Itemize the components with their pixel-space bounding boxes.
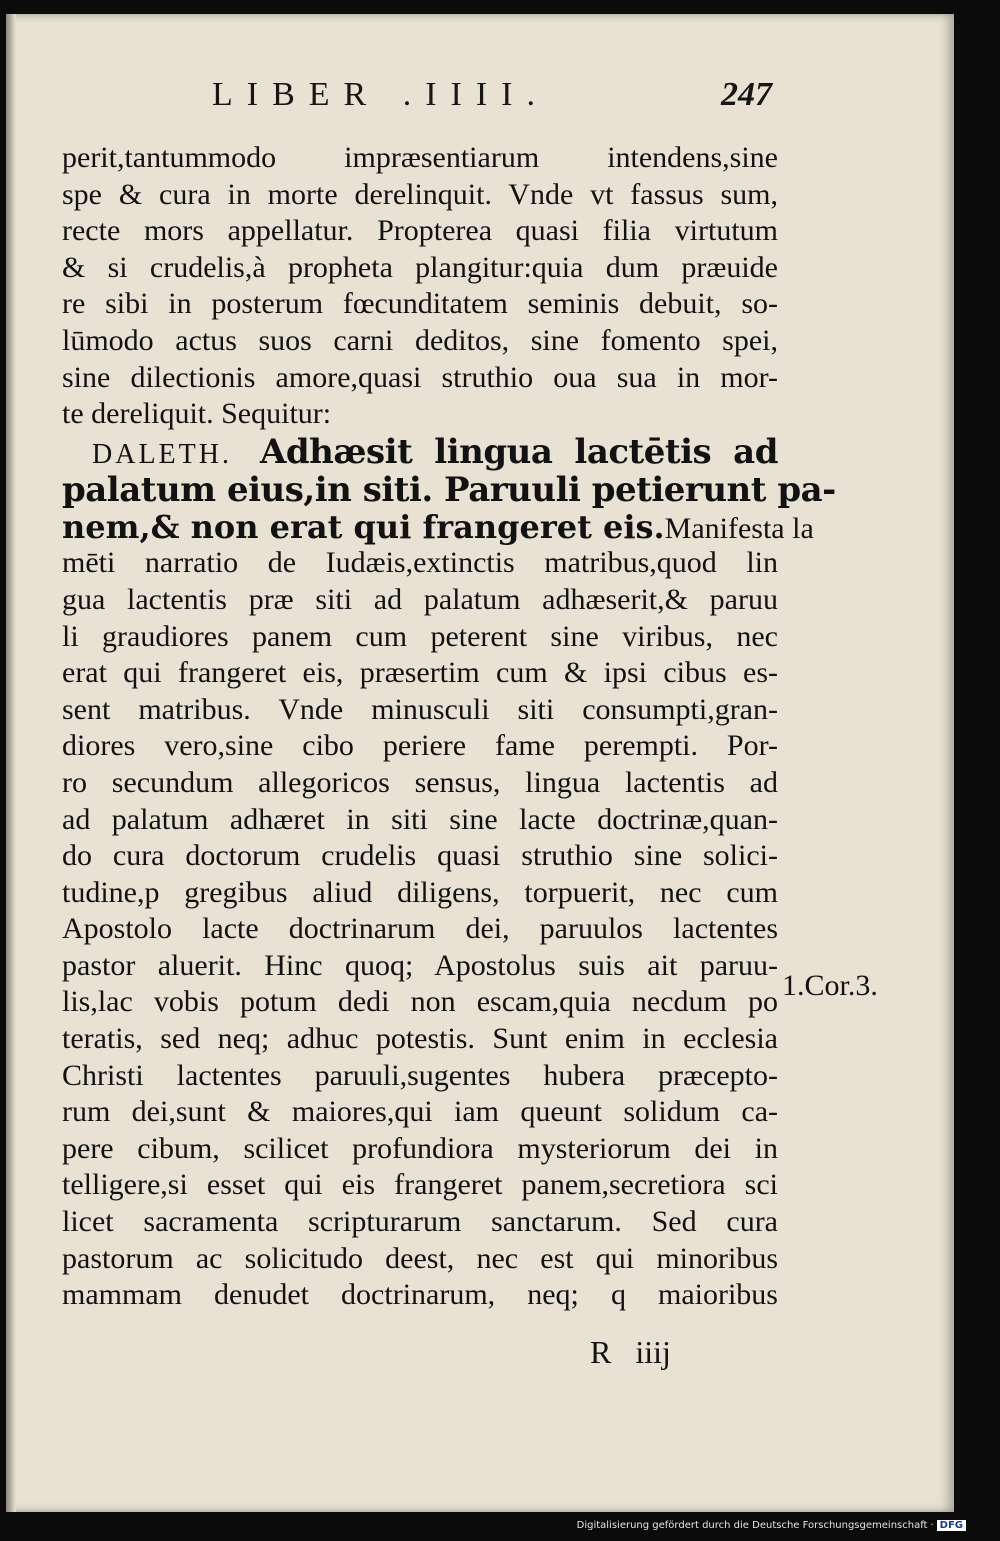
- text-line: teratis, sed neq; adhuc potestis. Sunt enim in ecclesia: [62, 1022, 778, 1056]
- footer-text: Digitalisierung gefördert durch die Deutsche Forschungsgemeinschaft: [576, 1520, 928, 1531]
- dfg-logo: DFG: [937, 1520, 966, 1531]
- commentary-text: Manifesta la: [664, 511, 814, 545]
- footer-credit: [577, 1520, 966, 1531]
- lemma-text: Adhæsit lingua lactētis ad: [259, 431, 778, 472]
- gutter-shadow: [6, 14, 16, 1512]
- text-line: erat qui frangeret eis, præsertim cum & ipsi cibus es-: [62, 656, 778, 690]
- footer-separator: ·: [930, 1520, 934, 1531]
- signature-mark: R iiij: [590, 1334, 671, 1370]
- text-block-after-heading: [62, 545, 778, 1313]
- running-head: [212, 76, 772, 126]
- text-line: mēti narratio de Iudæis,extinctis matribus,quod lin: [62, 546, 778, 580]
- marginal-note: 1.Cor.3.: [782, 969, 878, 1002]
- text-block-before-heading: [62, 140, 778, 433]
- text-line: ad palatum adhæret in siti sine lacte doctrinæ,quan-: [62, 802, 778, 836]
- text-line: gua lactentis præ siti ad palatum adhæserit,& paruu: [62, 582, 778, 616]
- text-line: rum dei,sunt & maiores,qui iam queunt solidum ca-: [62, 1095, 778, 1129]
- text-line: lis,lac vobis potum dedi non escam,quia necdum po: [62, 985, 778, 1019]
- text-line: tudine,p gregibus aliud diligens, torpuerit, nec cum: [62, 875, 778, 909]
- text-line: recte mors appellatur. Propterea quasi filia virtutum: [62, 214, 778, 248]
- text-line: do cura doctorum crudelis quasi struthio sine solici-: [62, 839, 778, 873]
- book-page: [6, 14, 954, 1512]
- text-line: te dereliquit. Sequitur:: [62, 397, 332, 431]
- text-line: Apostolo lacte doctrinarum dei, paruulos lactentes: [62, 912, 778, 946]
- text-line: pastor aluerit. Hinc quoq; Apostolus suis ait paruu-: [62, 948, 778, 982]
- lemma-text: nem,& non erat qui frangeret eis.: [62, 507, 665, 546]
- text-line: diores vero,sine cibo periere fame perempti. Por-: [62, 729, 778, 763]
- text-line: sent matribus. Vnde minusculi siti consumpti,gran-: [62, 692, 778, 726]
- lemma-line: palatum eius,in siti. Paruuli petierunt pa-: [62, 469, 836, 510]
- hebrew-letter-label: DALETH.: [92, 438, 232, 470]
- page-number: 247: [721, 76, 772, 113]
- lemma-line: [62, 433, 778, 471]
- text-line: mammam denudet doctrinarum, neq; q maioribus: [62, 1278, 778, 1312]
- text-line: & si crudelis,à propheta plangitur:quia dum præuide: [62, 250, 778, 284]
- text-line: ro secundum allegoricos sensus, lingua lactentis ad: [62, 765, 778, 799]
- running-head-title: LIBER .IIII.: [212, 76, 550, 113]
- text-line: Christi lactentes paruuli,sugentes hubera præcepto-: [62, 1058, 778, 1092]
- text-line: pere cibum, scilicet profundiora mysteriorum dei in: [62, 1131, 778, 1165]
- text-line: licet sacramenta scripturarum sanctarum. Sed cura: [62, 1205, 778, 1239]
- lemma-heading: [62, 431, 836, 546]
- text-line: lūmodo actus suos carni deditos, sine fomento spei,: [62, 323, 778, 357]
- text-line: perit,tantummodo impræsentiarum intendens,sine: [62, 141, 778, 174]
- text-line: spe & cura in morte derelinquit. Vnde vt fassus sum,: [62, 177, 778, 211]
- text-line: sine dilectionis amore,quasi struthio oua sua in mor-: [62, 360, 778, 394]
- text-line: li graudiores panem cum peterent sine viribus, nec: [62, 619, 778, 653]
- text-line: pastorum ac solicitudo deest, nec est qui minoribus: [62, 1241, 778, 1275]
- lemma-line: [62, 507, 814, 546]
- text-line: re sibi in posterum fœcunditatem seminis debuit, so-: [62, 287, 778, 321]
- text-line: telligere,si esset qui eis frangeret panem,secretiora sci: [62, 1168, 778, 1202]
